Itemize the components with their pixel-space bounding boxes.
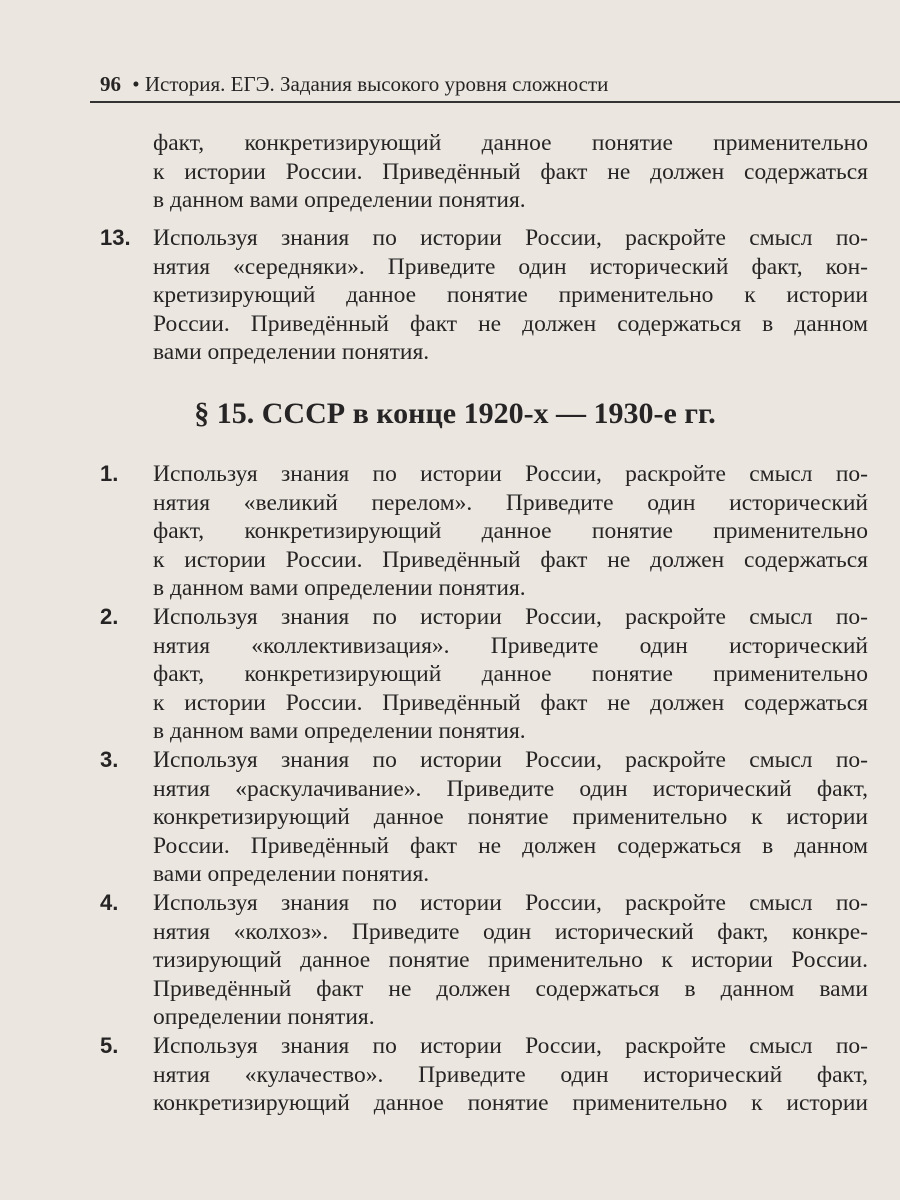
- text-line: Используя знания по истории России, раскройте смысл по-: [153, 1033, 868, 1059]
- book-title: История. ЕГЭ. Задания высокого уровня сложности: [144, 72, 609, 96]
- task-number: 4.: [100, 890, 119, 915]
- text-line: нятия «коллективизация». Приведите один исторический: [153, 632, 868, 659]
- text-line: Используя знания по истории России, раскройте смысл по-: [153, 747, 868, 773]
- task-item: [100, 746, 868, 889]
- intro-paragraph: [153, 129, 868, 215]
- task-item: [100, 603, 868, 746]
- text-line: нятия «великий перелом». Приведите один исторический: [153, 489, 868, 516]
- text-line: Используя знания по истории России, раскройте смысл по-: [153, 890, 868, 916]
- text-line: в данном вами определении понятия.: [153, 718, 526, 745]
- text-line: кретизирующий данное понятие применительно к истории: [153, 282, 868, 309]
- text-line: конкретизирующий данное понятие применительно к истории: [153, 804, 868, 831]
- task-item: [100, 460, 868, 603]
- text-line: факт, конкретизирующий данное понятие применительно: [153, 518, 868, 545]
- section-heading: § 15. СССР в конце 1920-х — 1930-е гг.: [194, 397, 716, 430]
- text-line: вами определении понятия.: [153, 861, 430, 888]
- text-line: нятия «колхоз». Приведите один исторический факт, конкре-: [153, 918, 868, 945]
- task-item: [100, 224, 868, 367]
- header-rule: [90, 101, 900, 103]
- text-line: к истории России. Приведённый факт не должен содержаться: [153, 546, 868, 573]
- text-line: нятия «раскулачивание». Приведите один исторический факт,: [153, 775, 868, 802]
- text-line: России. Приведённый факт не должен содержаться в данном: [153, 310, 868, 337]
- text-line: в данном вами определении понятия.: [153, 575, 526, 602]
- text-line: в данном вами определении понятия.: [153, 187, 526, 214]
- task-number: 3.: [100, 747, 119, 772]
- text-line: факт, конкретизирующий данное понятие применительно: [153, 130, 868, 156]
- text-line: Приведённый факт не должен содержаться в данном вами: [153, 975, 868, 1002]
- task-item: [100, 889, 868, 1032]
- text-line: нятия «кулачество». Приведите один исторический факт,: [153, 1061, 868, 1088]
- text-line: нятия «середняки». Приведите один исторический факт, кон-: [153, 253, 868, 280]
- task-number: 1.: [100, 461, 119, 486]
- text-line: вами определении понятия.: [153, 339, 430, 366]
- text-line: Используя знания по истории России, раскройте смысл по-: [153, 461, 868, 487]
- task-number: 13.: [100, 225, 131, 250]
- text-line: к истории России. Приведённый факт не должен содержаться: [153, 158, 868, 185]
- text-line: Используя знания по истории России, раскройте смысл по-: [153, 604, 868, 630]
- text-line: России. Приведённый факт не должен содержаться в данном: [153, 832, 868, 859]
- page-number: 96: [100, 72, 121, 96]
- text-line: к истории России. Приведённый факт не должен содержаться: [153, 689, 868, 716]
- task-item: [100, 1032, 868, 1118]
- text-line: Используя знания по истории России, раскройте смысл по-: [153, 225, 868, 251]
- task-number: 2.: [100, 604, 119, 629]
- text-line: факт, конкретизирующий данное понятие применительно: [153, 661, 868, 688]
- running-header: [100, 72, 608, 97]
- task-number: 5.: [100, 1033, 119, 1058]
- text-line: определении понятия.: [153, 1004, 375, 1031]
- header-bullet: •: [132, 72, 140, 96]
- text-line: конкретизирующий данное понятие применительно к истории: [153, 1090, 868, 1117]
- text-line: тизирующий данное понятие применительно к истории России.: [153, 947, 868, 974]
